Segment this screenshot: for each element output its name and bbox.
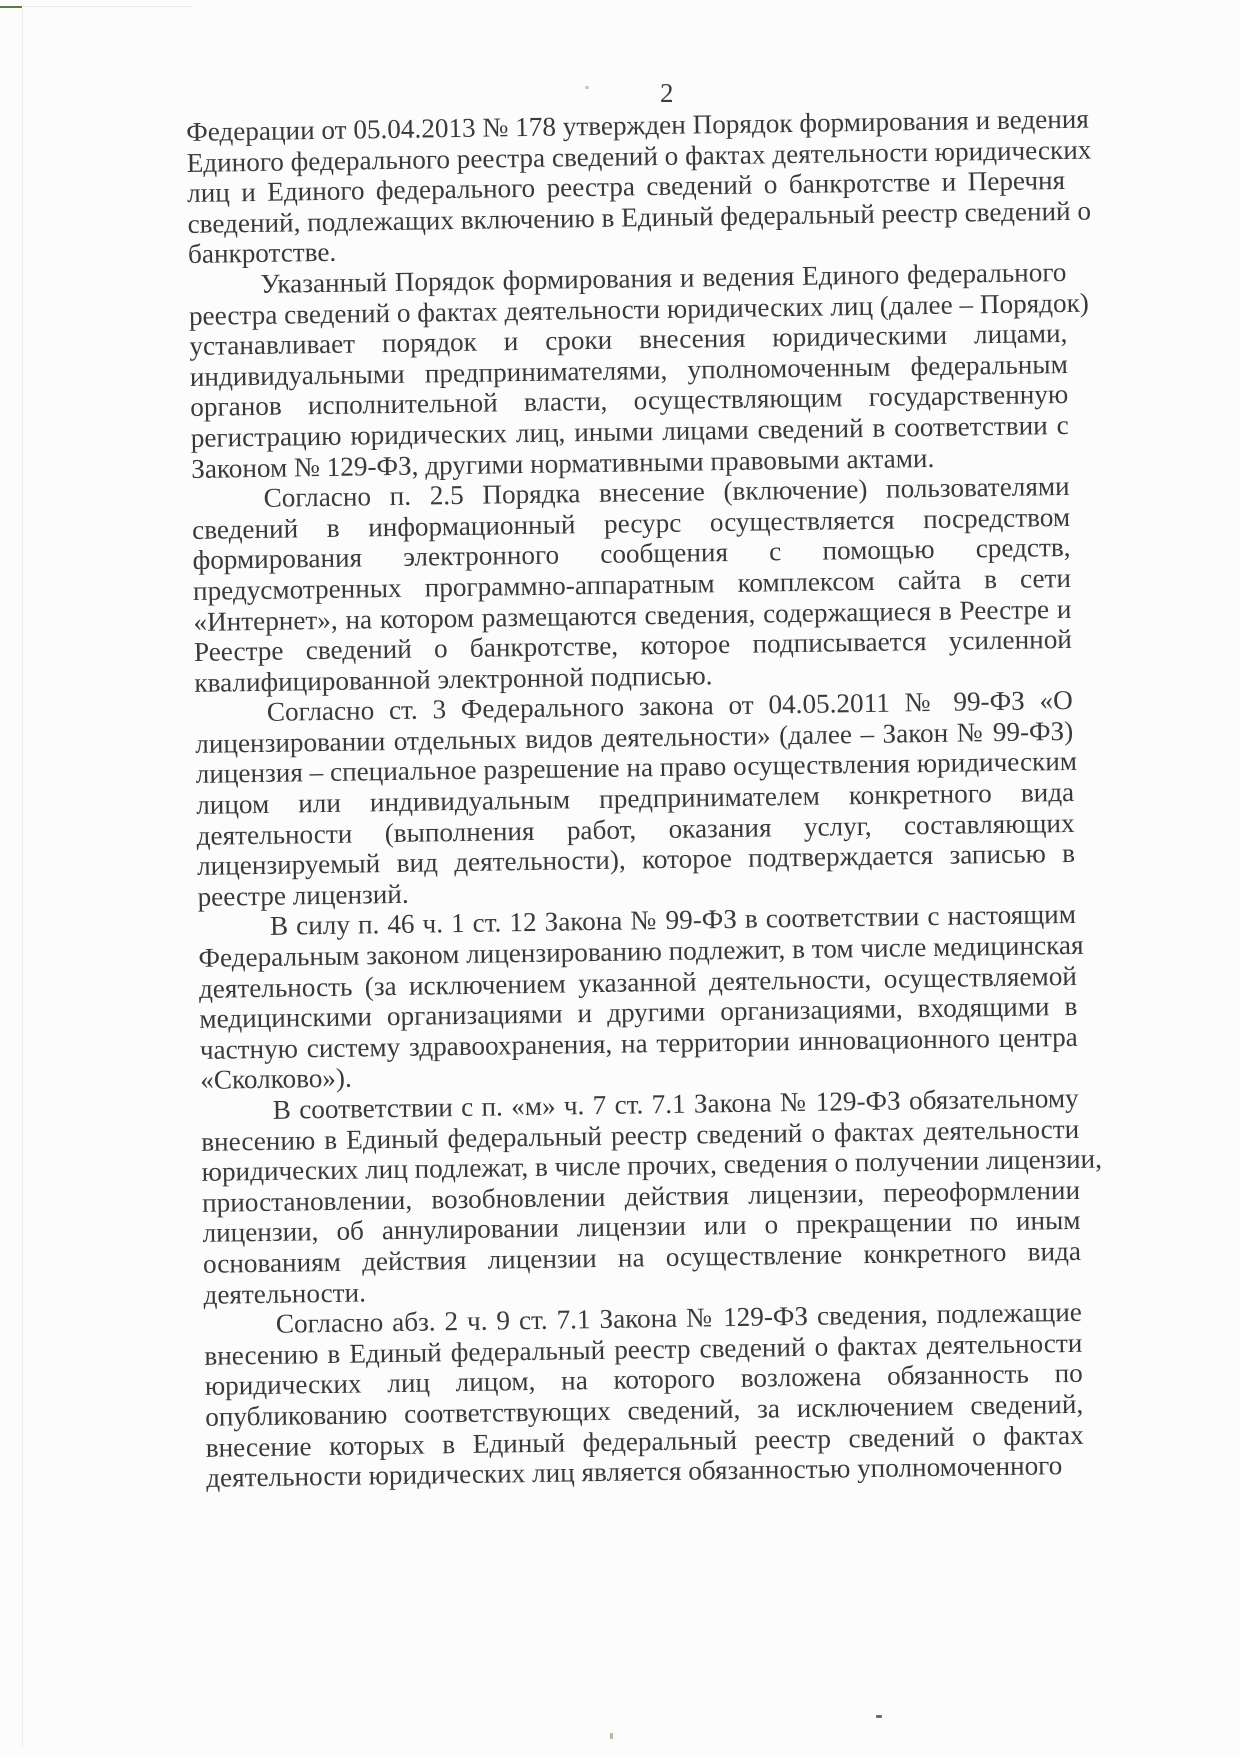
text-line: Согласно абз. 2 ч. 9 ст. 7.1 Закона № 129-ФЗ сведения, подлежащие <box>275 1297 1083 1339</box>
text-line: юридических лиц подлежат, в числе прочих, сведения о получении лицензии, <box>201 1143 1103 1188</box>
text-line: медицинскими организациями и другими организациями, входящими в <box>199 991 1078 1035</box>
text-line: сведений, подлежащих включению в Единый федеральный реестр сведений о <box>187 195 1092 239</box>
scan-edge-mark <box>0 6 22 8</box>
document-body <box>186 103 1103 1494</box>
text-line: Согласно п. 2.5 Порядка внесение (включение) пользователями <box>263 471 1070 514</box>
text-line: устанавливает порядок и сроки внесения юридическими лицами, <box>189 318 1068 362</box>
text-line: лицензии, об аннулировании лицензии или о прекращении по иным <box>202 1205 1081 1249</box>
scan-speck <box>585 86 589 89</box>
paragraph <box>195 685 1076 912</box>
text-line: банкротстве. <box>187 237 337 270</box>
text-line: квалифицированной электронной подписью. <box>194 659 713 698</box>
text-line: деятельности юридических лиц является обязанностью уполномоченного <box>205 1450 1063 1493</box>
text-line: частную систему здравоохранения, на территории инновационного центра <box>199 1021 1078 1065</box>
text-line: лицом или индивидуальным предпринимателем конкретного вида <box>195 776 1075 820</box>
text-line: предусмотренных программно-аппаратным комплексом сайта в сети <box>192 562 1072 606</box>
text-line: реестра сведений о фактах деятельности юридических лиц (далее – Порядок) <box>188 287 1090 331</box>
text-line: В силу п. 46 ч. 1 ст. 12 Закона № 99-ФЗ в соответствии с настоящим <box>269 899 1077 942</box>
scan-speck <box>610 1733 613 1739</box>
text-line: основаниям действия лицензии на осуществление конкретного вида <box>202 1235 1082 1279</box>
scan-speck <box>876 1715 882 1718</box>
page-number: 2 <box>660 78 674 108</box>
text-line: юридических лиц лицом, на которого возложена обязанность по <box>204 1358 1083 1402</box>
text-line: Единого федерального реестра сведений о фактах деятельности юридических <box>186 134 1092 178</box>
text-line: реестре лицензий. <box>197 878 409 912</box>
text-line: Реестре сведений о банкротстве, которое подписывается усиленной <box>193 624 1073 668</box>
text-line: «Интернет», на котором размещаются сведения, содержащиеся в Реестре и <box>193 593 1072 637</box>
text-line: Указанный Порядок формирования и ведения Единого федерального <box>260 256 1067 299</box>
text-line: деятельности. <box>203 1277 367 1310</box>
text-line: В соответствии с п. «м» ч. 7 ст. 7.1 Закона № 129-ФЗ обязательному <box>272 1082 1079 1125</box>
text-line: формирования электронного сообщения с помощью средств, <box>192 532 1071 576</box>
paragraph <box>191 471 1072 698</box>
text-line: опубликованию соответствующих сведений, за исключением сведений, <box>205 1388 1084 1432</box>
text-line: сведений в информационный ресурс осуществляется посредством <box>191 501 1071 545</box>
paragraph <box>198 899 1084 1096</box>
text-line: лицензия – специальное разрешение на право осуществления юридическим <box>195 746 1078 790</box>
text-line: Федерации от 05.04.2013 № 178 утвержден Порядок формирования и ведения <box>186 103 1090 147</box>
text-line: индивидуальными предпринимателями, уполномоченным федеральным <box>189 348 1068 392</box>
scan-edge-line <box>22 6 192 7</box>
text-line: Федеральным законом лицензированию подлежит, в том числе медицинская <box>198 929 1084 973</box>
text-line: лицензировании отдельных видов деятельности» (далее – Закон № 99-ФЗ) <box>195 715 1074 759</box>
text-line: органов исполнительной власти, осуществляющим государственную <box>190 379 1069 423</box>
text-line: внесению в Единый федеральный реестр сведений о фактах деятельности <box>200 1113 1080 1157</box>
text-line: лиц и Единого федерального реестра сведений о банкротстве и Перечня <box>186 165 1066 209</box>
paragraph <box>200 1082 1103 1310</box>
paragraph <box>204 1297 1085 1494</box>
paragraph <box>186 103 1092 270</box>
text-line: Законом № 129-ФЗ, другими нормативными правовыми актами. <box>190 442 935 484</box>
text-line: Согласно ст. 3 Федерального закона от 04.05.2011 № 99-ФЗ «О <box>266 685 1073 728</box>
paragraph <box>188 256 1090 484</box>
text-line: «Сколково»). <box>200 1063 352 1096</box>
text-line: внесение которых в Единый федеральный реестр сведений о фактах <box>205 1419 1084 1463</box>
text-line: регистрацию юридических лиц, иными лицами сведений в соответствии с <box>190 409 1069 453</box>
text-line: внесению в Единый федеральный реестр сведений о фактах деятельности <box>204 1327 1083 1371</box>
text-line: деятельность (за исключением указанной деятельности, осуществляемой <box>198 960 1078 1004</box>
scan-left-border <box>22 8 23 1748</box>
text-line: деятельности (выполнения работ, оказания услуг, составляющих <box>196 807 1075 851</box>
text-line: лицензируемый вид деятельности), которое подтверждается записью в <box>196 838 1076 882</box>
text-line: приостановлении, возобновлении действия лицензии, переоформлении <box>201 1174 1081 1218</box>
